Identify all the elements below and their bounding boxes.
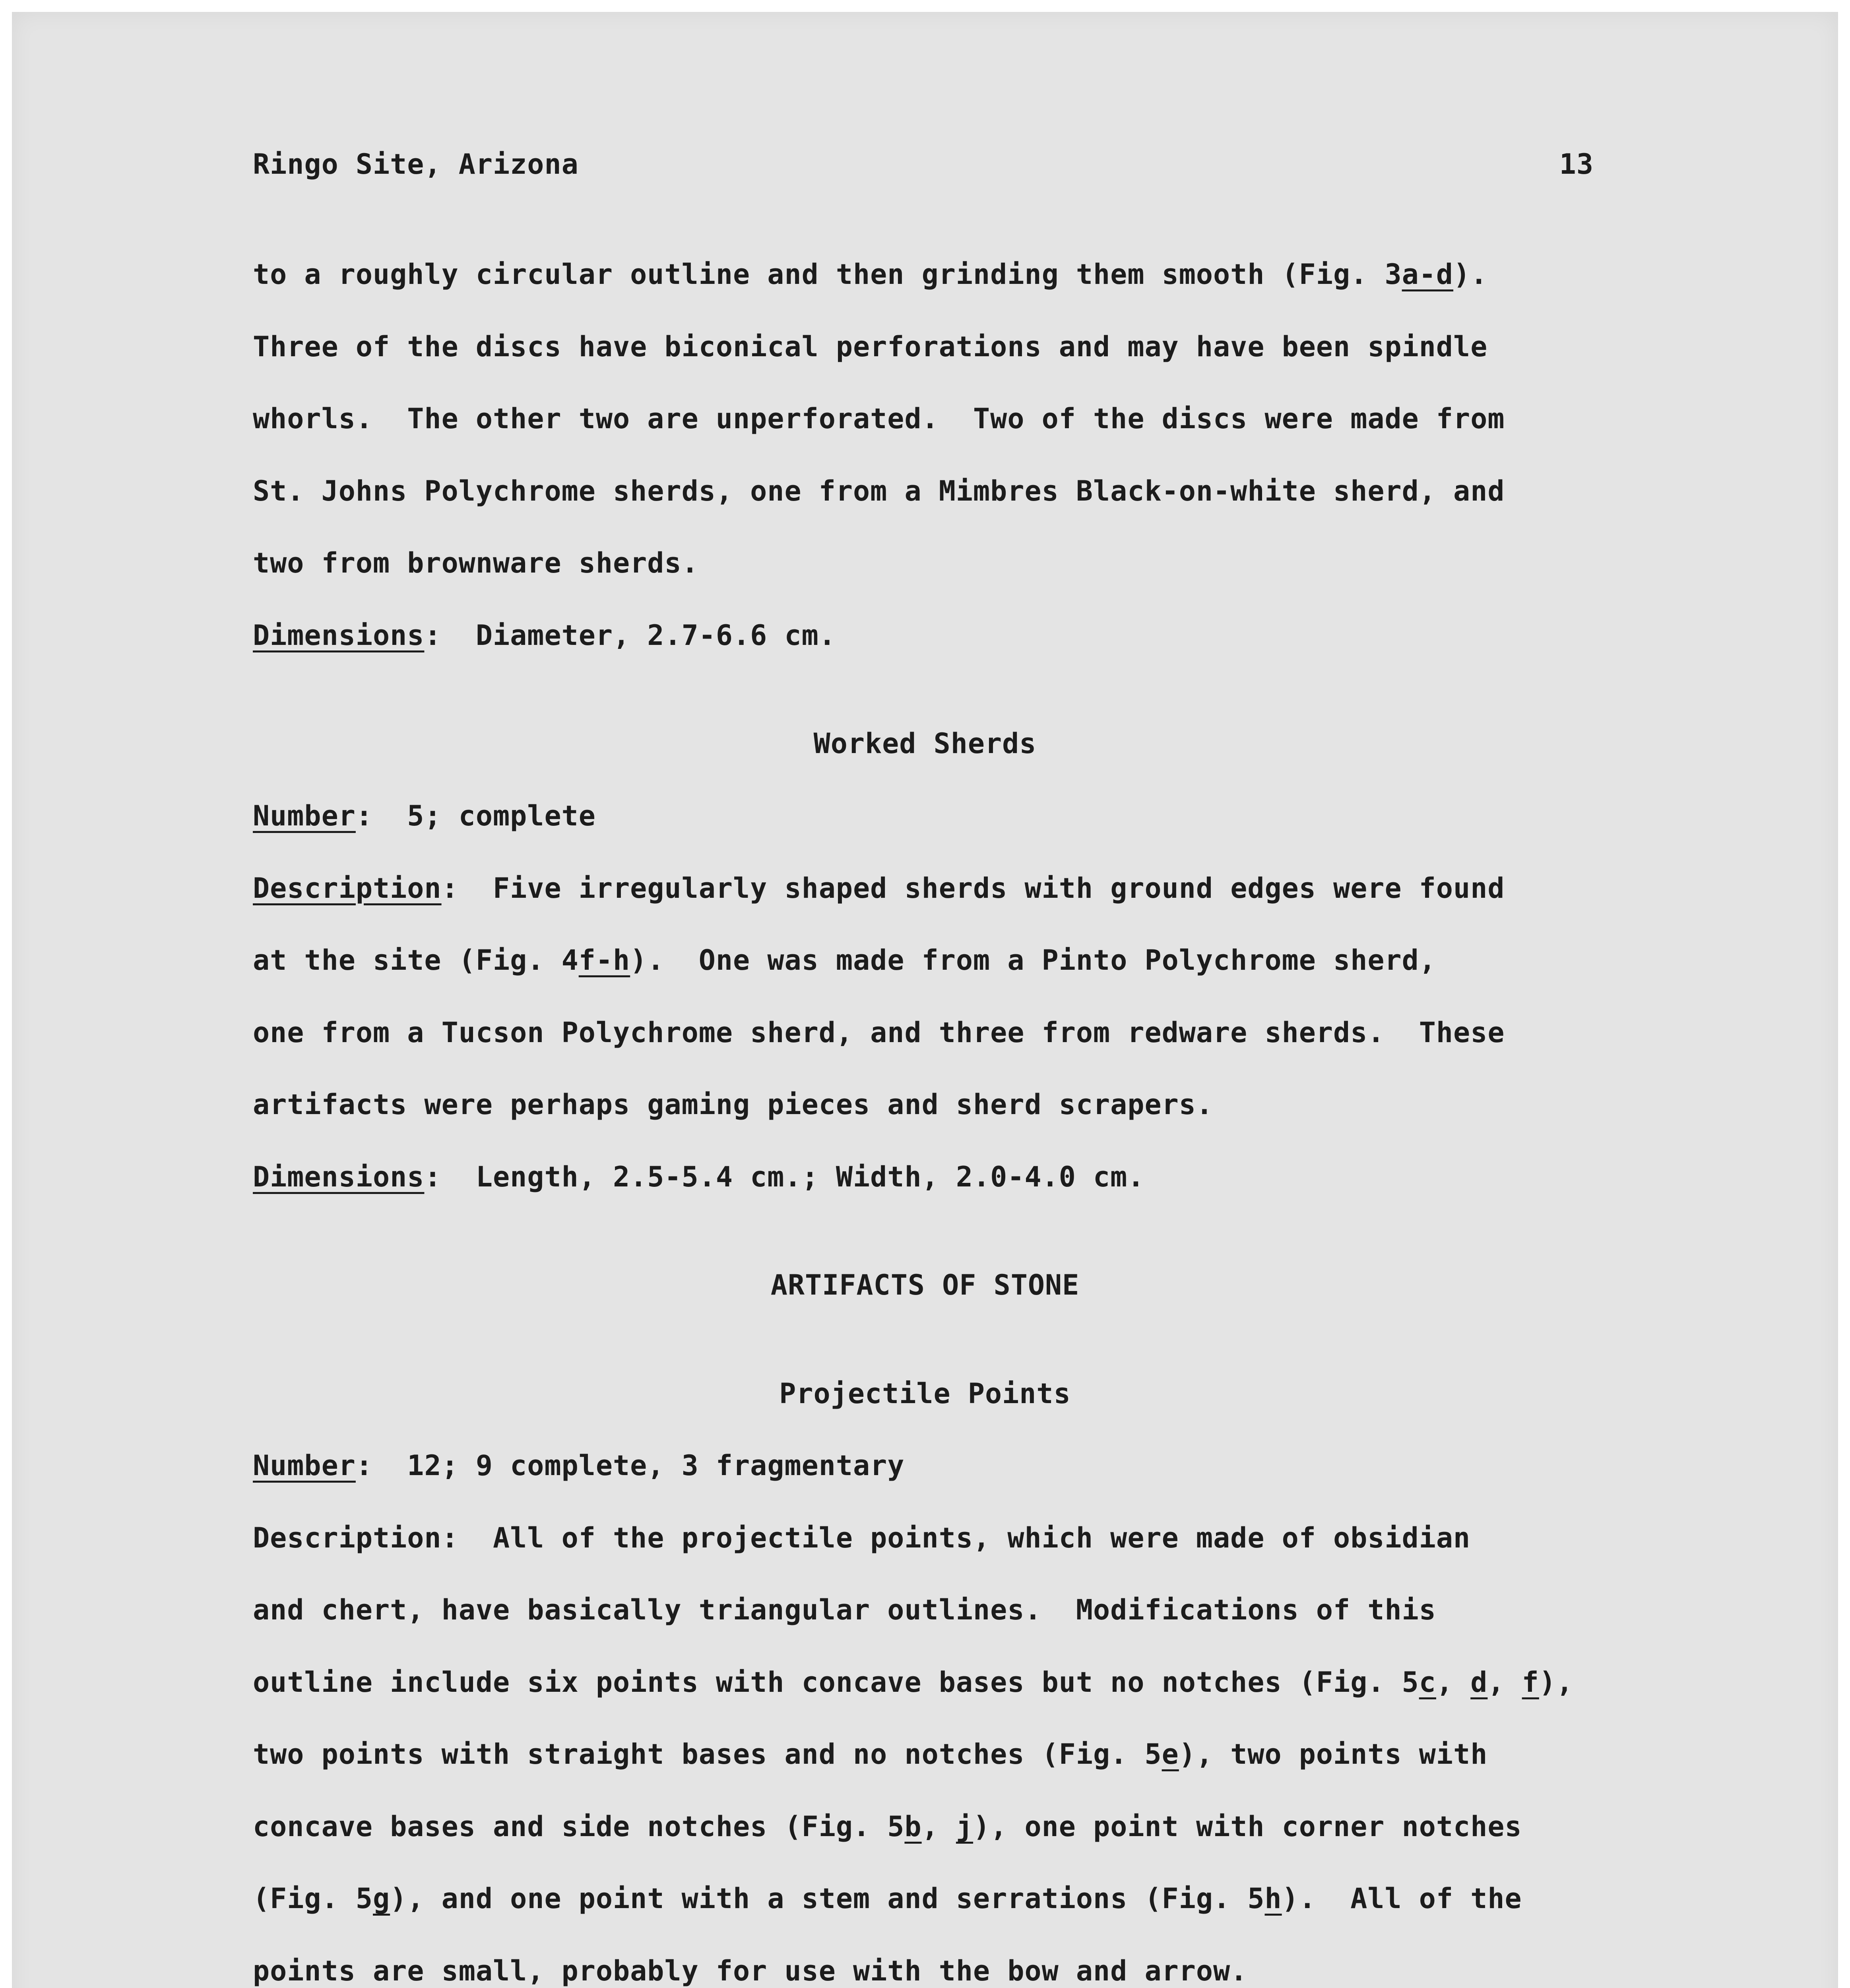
text-run: ). One was made from a Pinto Polychrome sherd, <box>630 944 1436 977</box>
text-run: ), <box>1539 1666 1574 1699</box>
text-line <box>253 1734 1487 1774</box>
text-line <box>253 254 1487 294</box>
text-run: ), one point with corner notches <box>973 1810 1522 1843</box>
text-run: at the site (Fig. 4 <box>253 944 579 977</box>
number-line <box>253 796 596 836</box>
field-label: Description <box>253 872 442 905</box>
section-heading: ARTIFACTS OF STONE <box>770 1269 1080 1301</box>
text-line: Three of the discs have biconical perforations and may have been spindle <box>253 330 1488 363</box>
field-label: Number <box>253 800 356 832</box>
figure-reference: a-d <box>1402 258 1454 291</box>
figure-reference: f <box>1522 1666 1539 1699</box>
running-title: Ringo Site, Arizona <box>253 148 579 181</box>
figure-reference: g <box>373 1882 390 1915</box>
field-value: : Diameter, 2.7-6.6 cm. <box>424 619 836 652</box>
description-line <box>253 868 1505 908</box>
figure-reference: h <box>1264 1882 1282 1915</box>
text-line: and chert, have basically triangular outlines. Modifications of this <box>253 1594 1436 1626</box>
text-run: , <box>921 1810 956 1843</box>
field-label: Number <box>253 1449 356 1482</box>
figure-reference: b <box>904 1810 922 1843</box>
field-label: Dimensions <box>253 1161 425 1193</box>
field-value: : Length, 2.5-5.4 cm.; Width, 2.0-4.0 cm. <box>424 1161 1145 1193</box>
text-run: outline include six points with concave bases but no notches (Fig. 5 <box>253 1666 1419 1699</box>
text-line: whorls. The other two are unperforated. Two of the discs were made from <box>253 402 1505 435</box>
text-run: ). <box>1453 258 1488 291</box>
text-run: , <box>1487 1666 1522 1699</box>
text-line: points are small, probably for use with the bow and arrow. <box>253 1955 1248 1987</box>
text-run: (Fig. 5 <box>253 1882 373 1915</box>
field-value: : 12; 9 complete, 3 fragmentary <box>355 1449 905 1482</box>
figure-reference: f-h <box>578 944 630 977</box>
page-number: 13 <box>1559 148 1594 181</box>
figure-reference: j <box>956 1810 973 1843</box>
text-line <box>253 1879 1522 1918</box>
figure-reference: e <box>1162 1738 1179 1771</box>
text-line: one from a Tucson Polychrome sherd, and three from redware sherds. These <box>253 1016 1505 1049</box>
text-run: , <box>1436 1666 1471 1699</box>
text-line <box>253 940 1436 980</box>
text-run: two points with straight bases and no notches (Fig. 5 <box>253 1738 1162 1771</box>
text-run: concave bases and side notches (Fig. 5 <box>253 1810 905 1843</box>
text-run: ), two points with <box>1179 1738 1488 1771</box>
dimensions-line <box>253 1157 1144 1197</box>
text-run: ), and one point with a stem and serrations (Fig. 5 <box>390 1882 1265 1915</box>
field-value: : 5; complete <box>355 800 596 832</box>
figure-reference: d <box>1470 1666 1488 1699</box>
text-line: St. Johns Polychrome sherds, one from a Mimbres Black-on-white sherd, and <box>253 475 1505 507</box>
subsection-heading: Projectile Points <box>779 1377 1071 1410</box>
section-heading: Worked Sherds <box>813 727 1037 760</box>
text-line: artifacts were perhaps gaming pieces and sherd scrapers. <box>253 1088 1214 1121</box>
dimensions-line <box>253 615 836 655</box>
text-run: to a roughly circular outline and then grinding them smooth (Fig. 3 <box>253 258 1402 291</box>
figure-reference: c <box>1419 1666 1436 1699</box>
field-label: Dimensions <box>253 619 425 652</box>
text-line <box>253 1807 1522 1846</box>
text-run: ). All of the <box>1282 1882 1522 1915</box>
description-line: Description: All of the projectile points, which were made of obsidian <box>253 1522 1471 1554</box>
text-line: two from brownware sherds. <box>253 547 699 579</box>
text-line <box>253 1662 1573 1702</box>
field-value: : Five irregularly shaped sherds with ground edges were found <box>441 872 1505 905</box>
number-line <box>253 1446 904 1485</box>
